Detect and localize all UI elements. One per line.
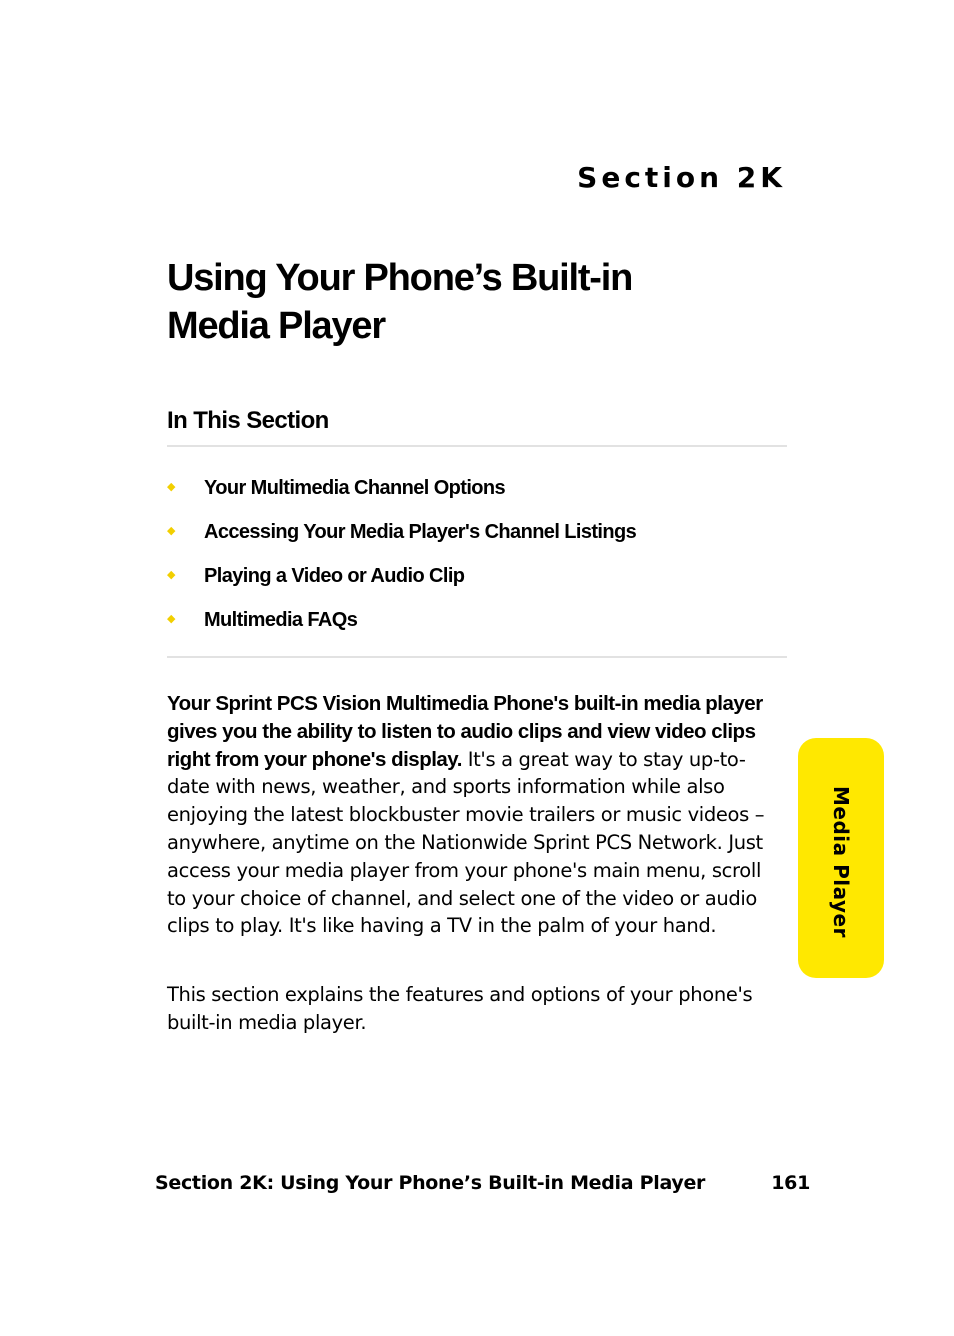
- list-item: [167, 466, 636, 510]
- explanation-paragraph: This section explains the features and options of your phone's built-in media player.: [167, 983, 753, 1034]
- list-item: [167, 554, 636, 598]
- page-number: 161: [771, 1172, 810, 1194]
- chapter-title: [167, 254, 727, 350]
- page-footer: [155, 1168, 810, 1198]
- toc-item-label: Playing a Video or Audio Clip: [204, 565, 465, 587]
- footer-running-title: Section 2K: Using Your Phone’s Built-in Media Player: [155, 1172, 706, 1194]
- divider-top: [167, 445, 787, 447]
- section-side-tab: [798, 738, 884, 978]
- section-label: Section 2K: [577, 161, 786, 194]
- list-item: [167, 598, 636, 642]
- diamond-bullet-icon: ◆: [167, 525, 176, 537]
- side-tab-label: Media Player: [829, 786, 853, 938]
- in-this-section-heading: In This Section: [167, 407, 329, 434]
- list-item: [167, 510, 636, 554]
- toc-item-label: Accessing Your Media Player's Channel Listings: [204, 521, 637, 543]
- divider-bottom: [167, 656, 787, 658]
- intro-paragraph: [167, 690, 767, 940]
- chapter-title-line-1: Using Your Phone’s Built-in: [167, 257, 633, 299]
- section-contents-list: [167, 466, 636, 642]
- intro-lead-text: Your Sprint PCS Vision Multimedia Phone's built-in media player gives you the ability to listen to audio clips and view video clips right from your phone's display.: [167, 692, 763, 771]
- chapter-title-line-2: Media Player: [167, 305, 385, 347]
- diamond-bullet-icon: ◆: [167, 569, 176, 581]
- toc-item-label: Your Multimedia Channel Options: [204, 477, 506, 499]
- diamond-bullet-icon: ◆: [167, 613, 176, 625]
- toc-item-label: Multimedia FAQs: [204, 609, 358, 631]
- diamond-bullet-icon: ◆: [167, 481, 176, 493]
- intro-body-text: It's a great way to stay up-to-date with news, weather, and sports information while also enjoying the latest blockbuster movie trailers or music videos – anywhere, anytime on the Nationwide Sprint PCS Network. Just access your media player from your phone's main menu, scroll to your choice of channel, and select one of the video or audio clips to play. It's like having a TV in the palm of your hand.: [167, 747, 765, 938]
